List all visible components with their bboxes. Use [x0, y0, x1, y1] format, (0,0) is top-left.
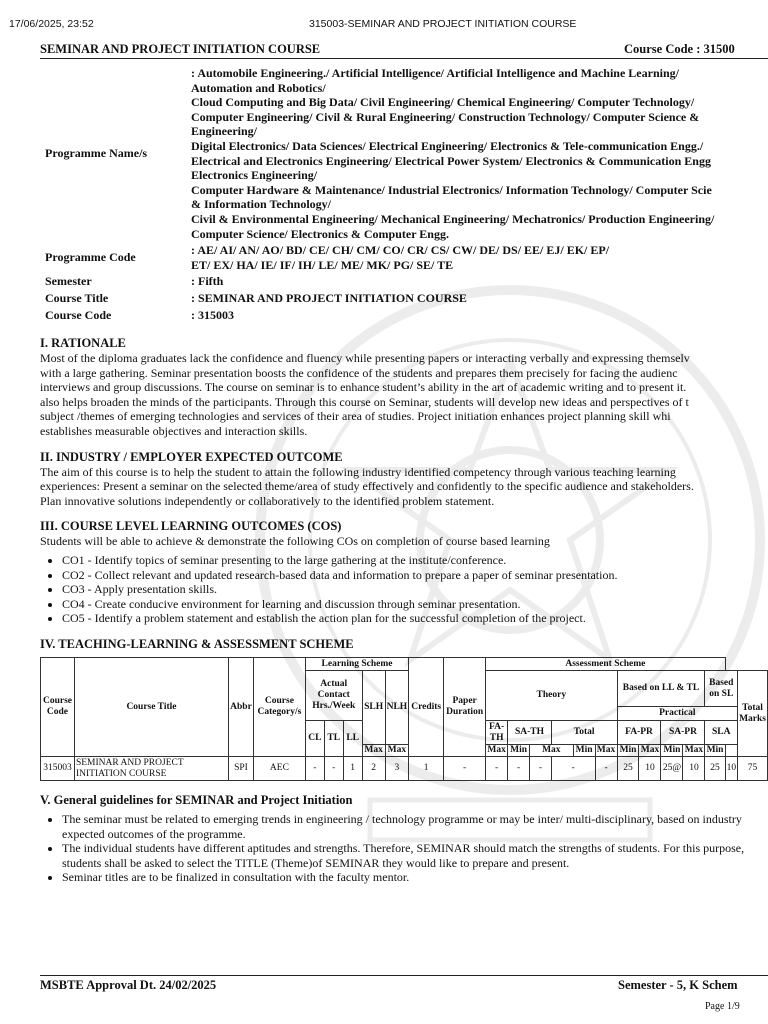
info-row-course-title [40, 290, 768, 307]
list-item: • Seminar titles are to be finalized in consultation with the faculty mentor. [62, 870, 768, 885]
th-max: Max [640, 745, 660, 755]
page-footer [40, 975, 768, 992]
th-paper-duration: Paper Duration [444, 658, 486, 757]
info-value: : SEMINAR AND PROJECT INITIATION COURSE [191, 290, 467, 305]
info-key: Course Code [45, 307, 112, 322]
text-line: experiences: Present a seminar on the selected theme/area of study effectively and confidently to the specific audience and stakeholders. [40, 479, 694, 494]
info-line: Digital Electronics/ Data Sciences/ Electrical Engineering/ Electronics & Tele-communication Engg./ [191, 138, 704, 153]
info-line: : AE/ AI/ AN/ AO/ BD/ CE/ CH/ CM/ CO/ CR/ CS/ CW/ DE/ DS/ EE/ EJ/ EK/ EP/ [191, 243, 610, 258]
cell-sla-min: 10 [725, 757, 738, 781]
cell-fa-pr-max: 25 [617, 757, 639, 781]
course-info-table [40, 65, 768, 323]
info-value [191, 242, 768, 273]
cell-sa-pr-max: 25@ [661, 757, 683, 781]
th-max: Max [487, 745, 506, 755]
th-total-marks: Total Marks [738, 671, 768, 757]
th-min: Min [508, 745, 530, 757]
th-course-category: Course Category/s [253, 658, 305, 757]
th-abbr: Abbr [228, 658, 253, 757]
th-nlh: NLH [385, 671, 409, 745]
cell-category: AEC [253, 757, 305, 781]
list-item: • CO5 - Identify a problem statement and establish the action plan for the successful completion of the project. [62, 611, 768, 626]
list-item: • The individual students have different aptitudes and strengths. Therefore, SEMINAR should match the strengths of students. For this purpose, students shall be asked to select the TITLE (Theme)of SEMINAR they would like to prepare and present. [62, 841, 768, 870]
guidelines-list [40, 812, 768, 885]
th-course-title: Course Title [74, 658, 228, 757]
table-row [41, 757, 768, 781]
th-fa-pr: FA-PR [617, 721, 661, 745]
cell-credits: 1 [409, 757, 444, 781]
teaching-assessment-table [40, 657, 768, 781]
info-key: Programme Code [45, 250, 136, 265]
list-item: • CO2 - Collect relevant and updated research-based data and information to prepare a paper of seminar presentation. [62, 568, 768, 583]
info-line: : Automobile Engineering./ Artificial Intelligence/ Artificial Intelligence and Machine Learning/ [191, 66, 679, 80]
text-line: The aim of this course is to help the student to attain the following industry identified competency through various teaching learning [40, 464, 676, 479]
th-fa-th: FA-TH [486, 721, 508, 745]
list-item: • CO4 - Create conducive environment for learning and discussion through seminar presentation. [62, 597, 768, 612]
list-item: • CO3 - Apply presentation skills. [62, 582, 768, 597]
info-row-programme-code [40, 242, 768, 273]
cell-total-marks: 75 [738, 757, 768, 781]
th-practical: Practical [617, 707, 738, 721]
text-line: subject /themes of emerging technologies and services of their area of studies. Project initiation enhances project planning skill whi [40, 409, 671, 424]
th-max: Max [530, 745, 574, 757]
course-outcomes-heading: III. COURSE LEVEL LEARNING OUTCOMES (COS) [40, 519, 342, 534]
info-line: Computer Hardware & Maintenance/ Industrial Electronics/ Information Technology/ Computer Scie [191, 182, 712, 197]
header-course-name: SEMINAR AND PROJECT INITIATION COURSE [40, 42, 321, 56]
info-row-semester [40, 273, 768, 290]
info-key: Semester [45, 274, 92, 289]
text-line: interviews and group discussions. The course on seminar is to enhance student’s ability in the art of academic writing and to present it. [40, 380, 687, 395]
rationale-text [40, 351, 768, 439]
text-line: with a large gathering. Seminar presentation boosts the confidence of the students and prepares them precisely for facing the audienc [40, 365, 678, 380]
cell-slh: 2 [362, 757, 385, 781]
th-sa-th: SA-TH [508, 721, 552, 745]
th-max: Max [385, 745, 409, 757]
industry-outcome-text [40, 465, 768, 509]
info-line: Automation and Robotics/ [191, 80, 326, 95]
cell-nlh: 3 [385, 757, 409, 781]
th-ll: LL [343, 721, 362, 757]
course-header [40, 40, 768, 59]
course-outcomes-list [40, 553, 768, 626]
info-line: ET/ EX/ HA/ IE/ IF/ IH/ LE/ ME/ MK/ PG/ SE/ TE [191, 257, 454, 272]
th-sa-pr: SA-PR [661, 721, 705, 745]
cell-ll: 1 [343, 757, 362, 781]
th-tl: TL [324, 721, 343, 757]
th-max: Max [596, 745, 616, 755]
info-line: Engineering/ [191, 124, 258, 139]
cell-total-min: - [595, 757, 617, 781]
info-line: Computer Engineering/ Civil & Rural Engineering/ Construction Technology/ Computer Science & [191, 109, 700, 124]
print-datetime: 17/06/2025, 23:52 [9, 18, 94, 30]
th-assessment-scheme: Assessment Scheme [486, 658, 725, 671]
cell-sa-pr-min: 10 [683, 757, 705, 781]
info-line: Cloud Computing and Big Data/ Civil Engineering/ Chemical Engineering/ Computer Technology/ [191, 95, 695, 110]
th-slh: SLH [362, 671, 385, 745]
header-course-code: Course Code : 31500 [624, 42, 735, 56]
cell-sla-max: 25 [705, 757, 725, 781]
print-header [0, 18, 768, 32]
teaching-scheme-heading: IV. TEACHING-LEARNING & ASSESSMENT SCHEME [40, 637, 354, 651]
text-line: Most of the diploma graduates lack the confidence and fluency while presenting papers or interacting verbally and expressing themselv [40, 351, 690, 366]
cell-title: SEMINAR AND PROJECT INITIATION COURSE [74, 757, 228, 781]
footer-approval: MSBTE Approval Dt. 24/02/2025 [40, 978, 217, 992]
th-actual-contact: Actual Contact Hrs./Week [305, 671, 362, 721]
th-credits: Credits [409, 658, 444, 757]
info-value: : Fifth [191, 274, 224, 289]
guidelines-heading: V. General guidelines for SEMINAR and Project Initiation [40, 793, 353, 807]
info-line: Electrical and Electronics Engineering/ Electrical Power System/ Electronics & Communication Engg [191, 153, 711, 168]
course-outcomes-intro: Students will be able to achieve & demonstrate the following COs on completion of course based learning [40, 534, 550, 549]
document-page [40, 40, 768, 1024]
th-based-on-ll-tl: Based on LL & TL [617, 671, 705, 707]
info-value: : 315003 [191, 307, 234, 322]
footer-semester: Semester - 5, K Schem [618, 978, 738, 992]
cell-total-max: - [551, 757, 595, 781]
th-total: Total [551, 721, 617, 745]
info-line: Electronics Engineering/ [191, 168, 318, 183]
th-min: Min [706, 745, 724, 755]
info-key: Course Title [45, 290, 109, 305]
th-sla: SLA [705, 721, 738, 745]
info-row-course-code [40, 307, 768, 324]
info-line: Civil & Environmental Engineering/ Mechanical Engineering/ Mechatronics/ Production Engineering/ [191, 211, 715, 226]
cell-code: 315003 [41, 757, 75, 781]
cell-paper-duration: - [444, 757, 486, 781]
cell-tl: - [324, 757, 343, 781]
page-number: Page 1/9 [705, 1001, 740, 1012]
th-min: Min [617, 745, 639, 757]
cell-sa-th-min: - [530, 757, 552, 781]
info-key: Programme Name/s [45, 146, 148, 161]
cell-fa-th-max: - [486, 757, 508, 781]
cell-cl: - [305, 757, 324, 781]
th-max: Max [362, 745, 385, 757]
th-learning-scheme: Learning Scheme [305, 658, 408, 671]
th-max: Max [684, 745, 704, 755]
th-theory: Theory [486, 671, 617, 721]
info-line: Computer Science/ Electronics & Computer Engg. [191, 226, 449, 241]
cell-abbr: SPI [228, 757, 253, 781]
th-min: Min [661, 745, 683, 757]
list-item: • CO1 - Identify topics of seminar presenting to the large gathering at the institute/conference. [62, 553, 768, 568]
th-based-on-sl: Based on SL [705, 671, 738, 707]
text-line: also helps broaden the minds of the participants. Through this course on Seminar, students will develop new ideas and perspectives of t [40, 394, 689, 409]
info-row-programme-names [40, 65, 768, 242]
industry-outcome-heading: II. INDUSTRY / EMPLOYER EXPECTED OUTCOME [40, 449, 343, 464]
info-line: & Information Technology/ [191, 197, 332, 212]
text-line: establishes measurable objectives and interaction skills. [40, 424, 308, 439]
th-course-code: Course Code [41, 658, 75, 757]
print-title: 315003-SEMINAR AND PROJECT INITIATION COURSE [309, 18, 577, 30]
cell-fa-pr-min: 10 [639, 757, 661, 781]
th-min: Min [573, 745, 595, 757]
th-cl: CL [305, 721, 324, 757]
info-value [191, 65, 768, 242]
rationale-heading: I. RATIONALE [40, 336, 126, 351]
list-item: • The seminar must be related to emerging trends in engineering / technology programme or may be inter/ multi-disciplinary, based on industry expected outcomes of the programme. [62, 812, 768, 841]
cell-sa-th-max: - [508, 757, 530, 781]
text-line: Plan innovative solutions independently or collaboratively to the identified problem statement. [40, 493, 495, 508]
